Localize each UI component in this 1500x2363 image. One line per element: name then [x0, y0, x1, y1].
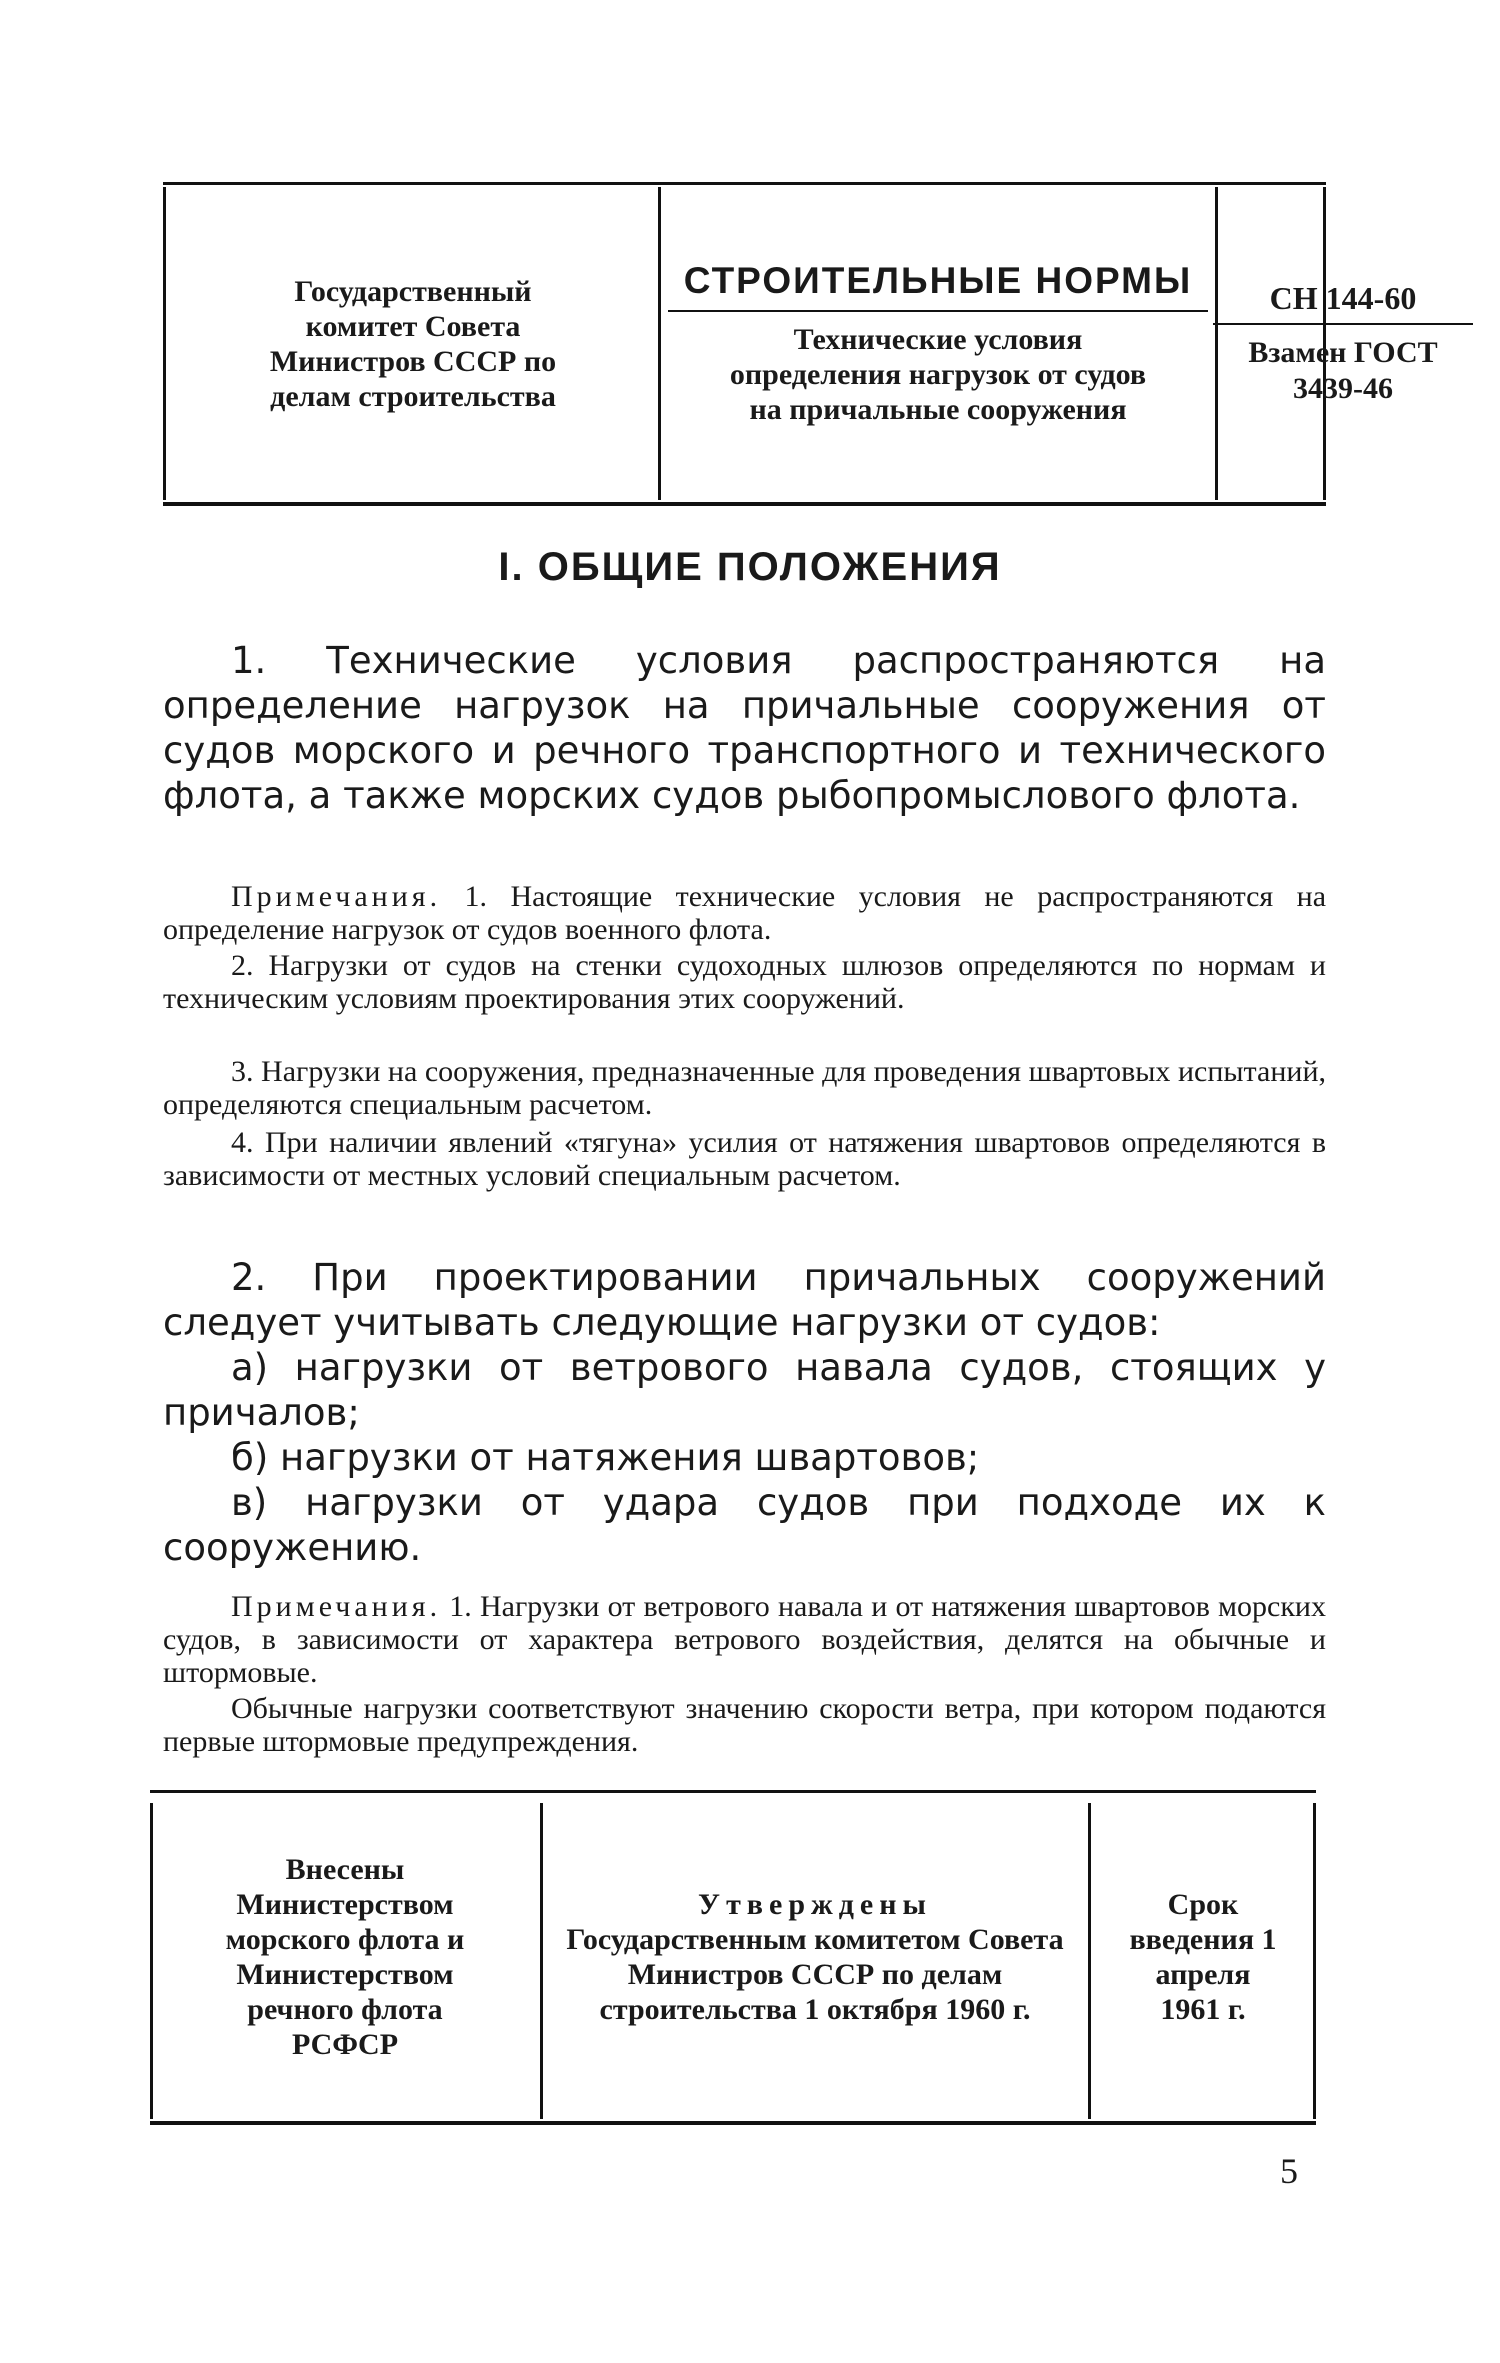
list-item-a: а) нагрузки от ветрового навала судов, стоящих у причалов; — [163, 1346, 1326, 1434]
code-cell — [1223, 185, 1463, 502]
divider — [163, 187, 166, 500]
note-1-3: 3. Нагрузки на сооружения, предназначенные для проведения швартовых испытаний, определяются специальным расчетом. — [163, 1055, 1326, 1121]
list-item-c: в) нагрузки от удара судов при подходе их к сооружению. — [163, 1481, 1326, 1569]
replaces-text: Взамен ГОСТ 3439-46 — [1248, 336, 1438, 405]
document-title: СТРОИТЕЛЬНЫЕ НОРМЫ — [668, 260, 1208, 312]
list-item-b: б) нагрузки от натяжения швартовов; — [231, 1436, 980, 1479]
footer-box — [150, 1790, 1316, 2125]
note-1-4: 4. При наличии явлений «тягуна» усилия от натяжения швартовов определяются в зависимости от местных условий специальным расчетом. — [163, 1126, 1326, 1192]
note-1-1 — [163, 880, 1326, 946]
divider — [1215, 187, 1218, 500]
divider — [658, 187, 661, 500]
paragraph-1: 1. Технические условия распространяются на определение нагрузок на причальные сооружения от судов морского и речного транспортного и технического флота, а также морских судов рыбопромыслового флота. — [163, 639, 1326, 817]
approved-cell — [550, 1793, 1080, 2121]
note-text: 1. Настоящие технические условия не распространяются на определение нагрузок от судов военного флота. — [163, 880, 1327, 946]
note-text: 1. Нагрузки от ветрового навала и от натяжения швартовов морских судов, в зависимости от характера ветрового воздействия, делятся на обычные и штормовые. — [163, 1590, 1326, 1689]
approved-text: Государственным комитетом Совета Министров СССР по делам строительства 1 октября 1960 г. — [566, 1923, 1064, 2026]
effective-cell — [1098, 1793, 1308, 2121]
title-cell — [663, 185, 1213, 502]
introduced-text: Внесены Министерством морского флота и Министерством речного флота РСФСР — [225, 1853, 465, 2061]
page-number: 5 — [1280, 2151, 1298, 2191]
note-2-2: Обычные нагрузки соответствуют значению скорости ветра, при котором подаются первые штормовые предупреждения. — [163, 1692, 1326, 1758]
divider — [1088, 1803, 1091, 2119]
note-2-1 — [163, 1590, 1326, 1689]
divider — [540, 1803, 543, 2119]
paragraph-2: 2. При проектировании причальных сооружений следует учитывать следующие нагрузки от судов: — [163, 1256, 1326, 1344]
introduced-cell — [160, 1793, 530, 2121]
effective-text: Срок введения 1 апреля 1961 г. — [1129, 1888, 1277, 2026]
document-code: СН 144-60 — [1213, 280, 1473, 325]
divider — [1313, 1803, 1316, 2119]
authority-cell — [173, 185, 653, 502]
header-box — [163, 182, 1438, 506]
approved-label: Утверждены — [698, 1888, 932, 1921]
divider — [150, 1803, 153, 2119]
notes-label: Примечания. — [231, 1590, 442, 1623]
document-subtitle: Технические условия определения нагрузок от судов на причальные сооружения — [729, 323, 1147, 426]
section-title: I. ОБЩИЕ ПОЛОЖЕНИЯ — [498, 545, 1002, 589]
notes-label: Примечания. — [231, 880, 442, 913]
note-1-2: 2. Нагрузки от судов на стенки судоходных шлюзов определяются по нормам и техническим условиям проектирования этих сооружений. — [163, 949, 1326, 1015]
authority-text: Государственный комитет Совета Министров СССР по делам строительства — [269, 274, 557, 413]
